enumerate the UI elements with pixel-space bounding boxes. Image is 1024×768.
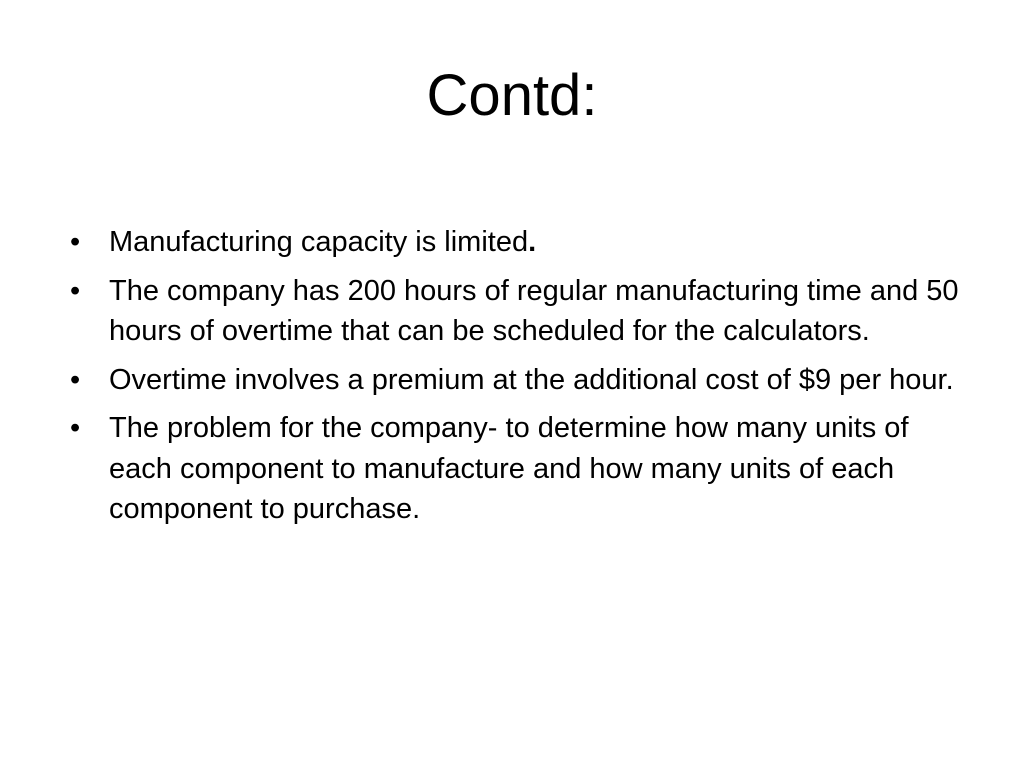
bullet-icon: •: [70, 274, 81, 307]
bullet-item: [70, 222, 970, 263]
bullet-icon: •: [70, 363, 81, 396]
bullet-item: [70, 271, 970, 352]
bullet-text: The problem for the company- to determine how many units of each component to manufacture and how many units of each component to purchase.: [109, 412, 909, 525]
bullet-list: [70, 222, 970, 538]
bullet-icon: •: [70, 412, 81, 444]
bullet-text: The company has 200 hours of regular manufacturing time and 50 hours of overtime that can be scheduled for the calculators.: [109, 274, 959, 347]
bullet-item: [70, 360, 970, 401]
slide-title: Contd:: [426, 63, 598, 128]
bullet-item: [70, 408, 970, 530]
bullet-text: Overtime involves a premium at the additional cost of $9 per hour.: [109, 363, 954, 396]
bullet-icon: •: [70, 226, 81, 258]
bullet-text: Manufacturing capacity is limited: [109, 226, 529, 258]
bullet-suffix: .: [528, 226, 537, 258]
